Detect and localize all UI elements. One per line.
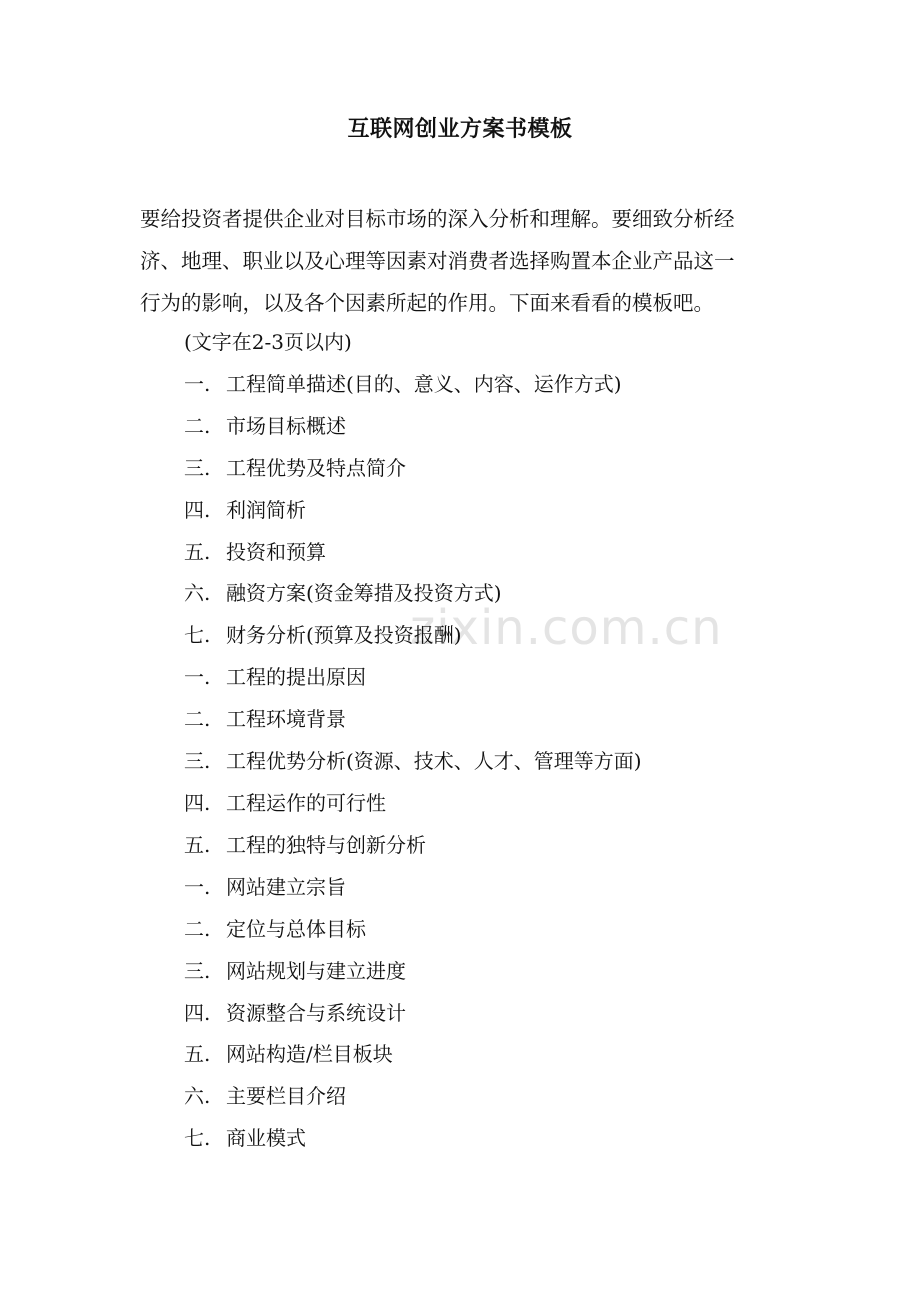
page-count-note: (文字在2-3页以内): [184, 330, 352, 354]
outline-item: [184, 825, 784, 867]
outline-item-number: 六.: [184, 581, 211, 606]
outline-item-text: 财务分析(预算及投资报酬): [226, 623, 462, 648]
outline-item: [184, 364, 784, 406]
outline-item-text: 网站构造/栏目板块: [226, 1042, 393, 1067]
outline-item: [184, 657, 784, 699]
outline-item-text: 工程环境背景: [226, 707, 346, 732]
outline-item: [184, 1118, 784, 1160]
outline-item-text: 市场目标概述: [226, 413, 346, 438]
intro-paragraph: [140, 198, 780, 324]
outline-item-number: 七.: [184, 623, 211, 648]
intro-line: 行为的影响，以及各个因素所起的作用。下面来看看的模板吧。: [140, 291, 714, 315]
outline-item-text: 工程运作的可行性: [226, 790, 386, 815]
outline-item: [184, 783, 784, 825]
outline-item-number: 二.: [184, 413, 211, 438]
outline-item: [184, 448, 784, 490]
intro-line: 要给投资者提供企业对目标市场的深入分析和理解。要细致分析经: [140, 207, 735, 231]
outline-item-text: 商业模式: [226, 1126, 306, 1151]
outline-item: [184, 615, 784, 657]
outline-item-text: 工程简单描述(目的、意义、内容、运作方式): [226, 371, 622, 396]
outline-item: [184, 532, 784, 574]
outline-item: [184, 699, 784, 741]
outline-item: [184, 909, 784, 951]
outline-item-number: 二.: [184, 707, 211, 732]
outline-item-text: 工程的提出原因: [226, 665, 366, 690]
outline-item-text: 工程的独特与创新分析: [226, 832, 426, 857]
outline-item-number: 一.: [184, 665, 211, 690]
outline-item-text: 网站建立宗旨: [226, 874, 346, 899]
outline-item: [184, 1076, 784, 1118]
outline-item: [184, 993, 784, 1035]
watermark-text: zixin.com.cn: [410, 600, 723, 656]
outline-item-number: 三.: [184, 958, 211, 983]
outline-item: [184, 490, 784, 532]
outline-item-number: 二.: [184, 916, 211, 941]
outline-item-text: 工程优势分析(资源、技术、人才、管理等方面): [226, 749, 642, 774]
outline-item-number: 一.: [184, 371, 211, 396]
outline-item-text: 定位与总体目标: [226, 916, 366, 941]
outline-item-text: 利润简析: [226, 497, 306, 522]
outline-item-number: 四.: [184, 1000, 211, 1025]
outline-item: [184, 741, 784, 783]
outline-item-text: 资源整合与系统设计: [226, 1000, 406, 1025]
outline-item-text: 主要栏目介绍: [226, 1084, 346, 1109]
outline-item-number: 四.: [184, 497, 211, 522]
outline-item-number: 六.: [184, 1084, 211, 1109]
outline-item-number: 五.: [184, 539, 211, 564]
outline-item-number: 三.: [184, 455, 211, 480]
outline-item-number: 一.: [184, 874, 211, 899]
outline-list: [184, 322, 784, 1160]
outline-item-text: 网站规划与建立进度: [226, 958, 406, 983]
outline-item-number: 五.: [184, 1042, 211, 1067]
outline-item: [184, 867, 784, 909]
outline-item-number: 四.: [184, 790, 211, 815]
outline-item-text: 投资和预算: [226, 539, 326, 564]
outline-item-text: 融资方案(资金筹措及投资方式): [226, 581, 502, 606]
outline-item-number: 三.: [184, 749, 211, 774]
outline-item: [184, 406, 784, 448]
outline-item: [184, 1034, 784, 1076]
intro-line: 济、地理、职业以及心理等因素对消费者选择购置本企业产品这一: [140, 249, 735, 273]
outline-item-text: 工程优势及特点简介: [226, 455, 406, 480]
document-title: 互联网创业方案书模板: [347, 116, 573, 142]
outline-item: [184, 573, 784, 615]
outline-item-number: 五.: [184, 832, 211, 857]
outline-item: [184, 951, 784, 993]
outline-item-number: 七.: [184, 1126, 211, 1151]
